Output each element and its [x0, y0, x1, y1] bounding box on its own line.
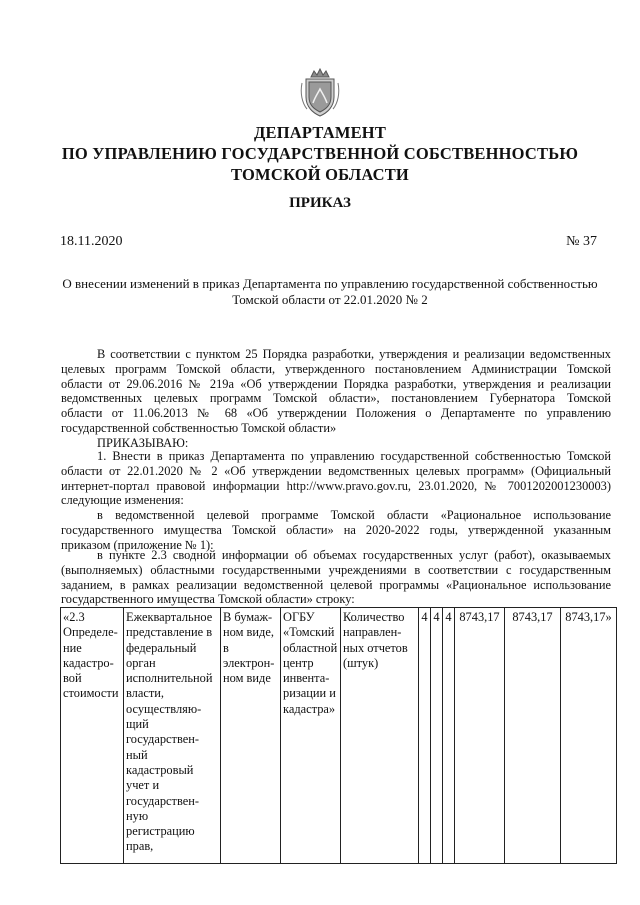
department-name-line-2: ПО УПРАВЛЕНИЮ ГОСУДАРСТВЕННОЙ СОБСТВЕННОСТЬЮ: [61, 144, 579, 163]
order-directive: ПРИКАЗЫВАЮ:: [97, 435, 189, 450]
table-row: [61, 608, 617, 864]
text-line: приказом (приложение № 1):: [61, 537, 214, 552]
services-table: [60, 607, 617, 864]
document-number: № 37: [566, 234, 597, 249]
table-cell-service: Ежеквартальное представление в федеральный орган исполнительной власти, осуществляю- щий государствен- ный кадастровый учет и государствен- ную регистрацию прав,: [124, 608, 221, 864]
text-line: государственного имущества Томской области» на 2020-2022 годы, утвержденной указанным: [61, 522, 611, 537]
text-line: области от 29.06.2016 № 219а «Об утверждении Порядка разработки, утверждения и реализации: [61, 376, 611, 391]
table-cell-count: 4: [431, 608, 443, 864]
program-paragraph: [61, 508, 611, 552]
text-line: области от 11.06.2013 № 68 «Об утверждении Положения о Департаменте по управлению: [61, 406, 611, 421]
coat-of-arms-icon: [299, 67, 341, 119]
text-line: государственного имущества Томской области» строку:: [61, 592, 355, 607]
text-line: в пункте 2.3 сводной информации об объемах государственных услуг (работ), оказываемых: [97, 548, 611, 562]
text-line: (выполняемых) областными государственными учреждениями в соответствии с государственным: [61, 562, 611, 577]
text-line: 1. Внести в приказ Департамента по управлению государственной собственностью Томской: [97, 449, 611, 463]
table-cell-provider: ОГБУ «Томский областной центр инвента- ризации и кадастра»: [281, 608, 341, 864]
document-date: 18.11.2020: [60, 234, 123, 249]
text-line: В соответствии с пунктом 25 Порядка разработки, утверждения и реализации ведомственных: [97, 347, 611, 361]
table-cell-item: «2.3 Определе- ние кадастро- вой стоимости: [61, 608, 124, 864]
table-cell-count: 4: [443, 608, 455, 864]
text-line: государственной собственностью Томской области»: [61, 420, 337, 435]
department-name-line-1: ДЕПАРТАМЕНТ: [253, 123, 387, 142]
subject-line-1: О внесении изменений в приказ Департамента по управлению государственной собственностью: [62, 276, 598, 291]
table-cell-amount: 8743,17»: [561, 608, 617, 864]
text-line: интернет-портал правовой информации http://www.pravo.gov.ru, 23.01.2020, № 7001202001230003): [61, 478, 611, 493]
subject-line-2: Томской области от 22.01.2020 № 2: [232, 292, 428, 307]
preamble-paragraph: [61, 347, 611, 451]
item-paragraph: [61, 548, 611, 607]
table-cell-indicator: Количество направлен- ных отчетов (штук): [341, 608, 419, 864]
text-line: ведомственных целевых программ Томской области», постановлением Губернатора Томской: [61, 391, 611, 406]
table-cell-form: В бумаж- ном виде, в электрон- ном виде: [221, 608, 281, 864]
clause-1-paragraph: [61, 449, 611, 508]
department-name-line-3: ТОМСКОЙ ОБЛАСТИ: [231, 165, 409, 184]
text-line: следующие изменения:: [61, 493, 184, 508]
text-line: заданием, в рамках реализации ведомственной целевой программы «Рациональное использование: [61, 577, 611, 592]
text-line: целевых программ Томской области, утвержденного постановлением Администрации Томской: [61, 361, 611, 376]
text-line: области от 22.01.2020 № 2 «Об утверждении ведомственных целевых программ» (Официальный: [61, 463, 611, 478]
table-cell-amount: 8743,17: [455, 608, 505, 864]
table-cell-amount: 8743,17: [505, 608, 561, 864]
table-cell-count: 4: [419, 608, 431, 864]
document-type: ПРИКАЗ: [289, 195, 351, 211]
text-line: в ведомственной целевой программе Томской области «Рациональное использование: [97, 508, 611, 522]
